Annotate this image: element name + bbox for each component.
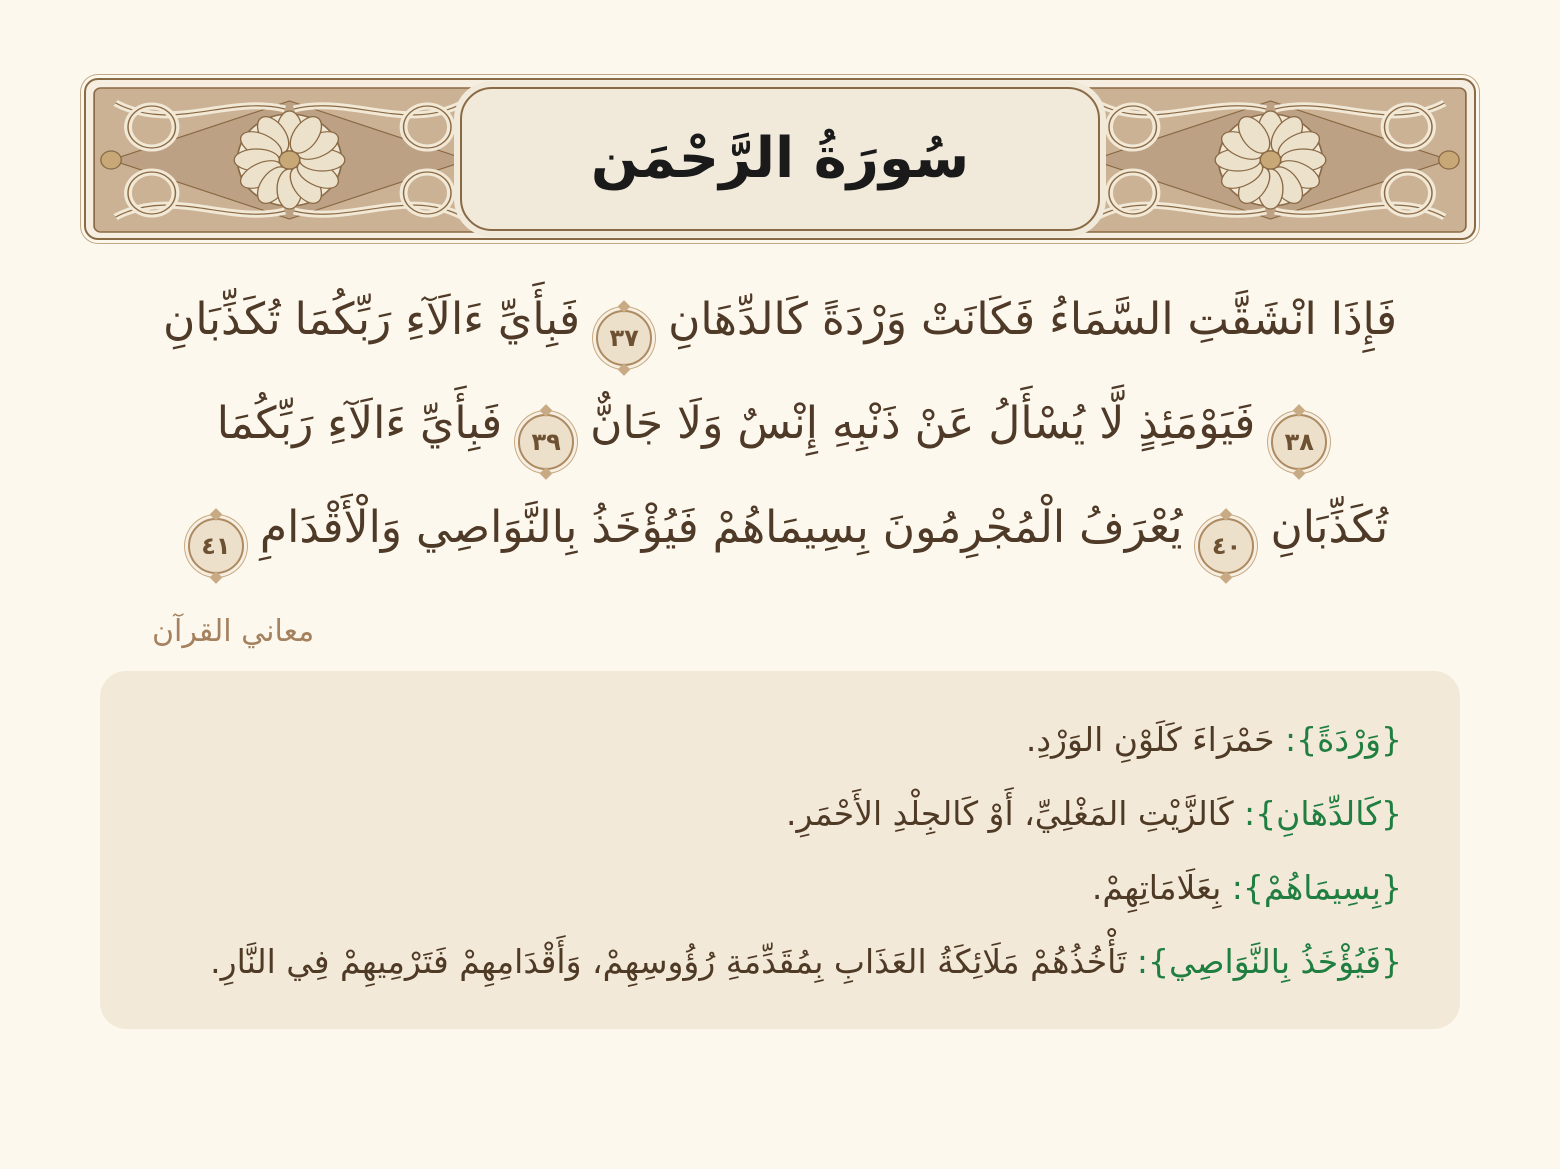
verse-text: فَبِأَيِّ ءَالَآءِ رَبِّكُمَا xyxy=(216,398,503,449)
tafsir-entry xyxy=(158,925,1402,999)
ayah-number-medallion-icon xyxy=(1198,518,1254,574)
tafsir-meaning: بِعَلَامَاتِهِمْ. xyxy=(1091,868,1232,907)
tafsir-entry xyxy=(158,851,1402,925)
ayah-number: ٣٩ xyxy=(531,428,561,456)
tafsir-entry xyxy=(158,777,1402,851)
verse-text: تُكَذِّبَانِ xyxy=(1270,502,1389,553)
verse-text: فَبِأَيِّ ءَالَآءِ رَبِّكُمَا تُكَذِّبَانِ xyxy=(163,294,581,345)
surah-title: سُورَةُ الرَّحْمَن xyxy=(590,126,970,192)
arabesque-ornament-icon xyxy=(1074,87,1467,233)
meanings-label: معاني القرآن xyxy=(152,614,315,649)
tafsir-meaning: حَمْرَاءَ كَلَوْنِ الوَرْدِ. xyxy=(1025,720,1286,759)
ayah-number-medallion-icon xyxy=(188,518,244,574)
ayah-number: ٤١ xyxy=(201,532,231,560)
verse-line xyxy=(70,476,1490,580)
page xyxy=(0,78,1560,1029)
meanings-label-row xyxy=(0,614,1560,649)
tafsir-box xyxy=(100,671,1460,1029)
verse-text: فَإِذَا انْشَقَّتِ السَّمَاءُ فَكَانَتْ وَرْدَةً كَالدِّهَانِ xyxy=(668,294,1397,345)
tafsir-entry xyxy=(158,703,1402,777)
verse-text: يُعْرَفُ الْمُجْرِمُونَ بِسِيمَاهُمْ فَيُؤْخَذُ بِالنَّوَاصِي وَالْأَقْدَامِ xyxy=(259,502,1183,553)
tafsir-term: {بِسِيمَاهُمْ}: xyxy=(1231,868,1402,907)
surah-title-banner xyxy=(84,78,1476,240)
ayah-number: ٣٧ xyxy=(609,324,639,352)
verse-text: فَيَوْمَئِذٍ لَّا يُسْأَلُ عَنْ ذَنْبِهِ إِنْسٌ وَلَا جَانٌّ xyxy=(590,398,1256,449)
surah-title-cartouche xyxy=(460,87,1100,231)
ayah-number: ٤٠ xyxy=(1211,532,1242,560)
verse-block xyxy=(70,268,1490,580)
ayah-number-medallion-icon xyxy=(1271,414,1327,470)
tafsir-term: {فَيُؤْخَذُ بِالنَّوَاصِي}: xyxy=(1136,942,1402,981)
ayah-number-medallion-icon xyxy=(596,310,652,366)
verse-line xyxy=(70,372,1490,476)
verse-line xyxy=(70,268,1490,372)
tafsir-term: {وَرْدَةً}: xyxy=(1285,720,1402,759)
arabesque-ornament-icon xyxy=(93,87,486,233)
ayah-number-medallion-icon xyxy=(518,414,574,470)
tafsir-meaning: كَالزَّيْتِ المَغْلِيِّ، أَوْ كَالجِلْدِ الأَحْمَرِ. xyxy=(786,794,1245,833)
tafsir-meaning: تَأْخُذُهُمْ مَلَائِكَةُ العَذَابِ بِمُقَدِّمَةِ رُؤُوسِهِمْ، وَأَقْدَامِهِمْ فَتَرْمِيهِمْ فِي النَّارِ. xyxy=(210,942,1137,981)
tafsir-term: {كَالدِّهَانِ}: xyxy=(1244,794,1402,833)
ayah-number: ٣٨ xyxy=(1284,428,1314,456)
